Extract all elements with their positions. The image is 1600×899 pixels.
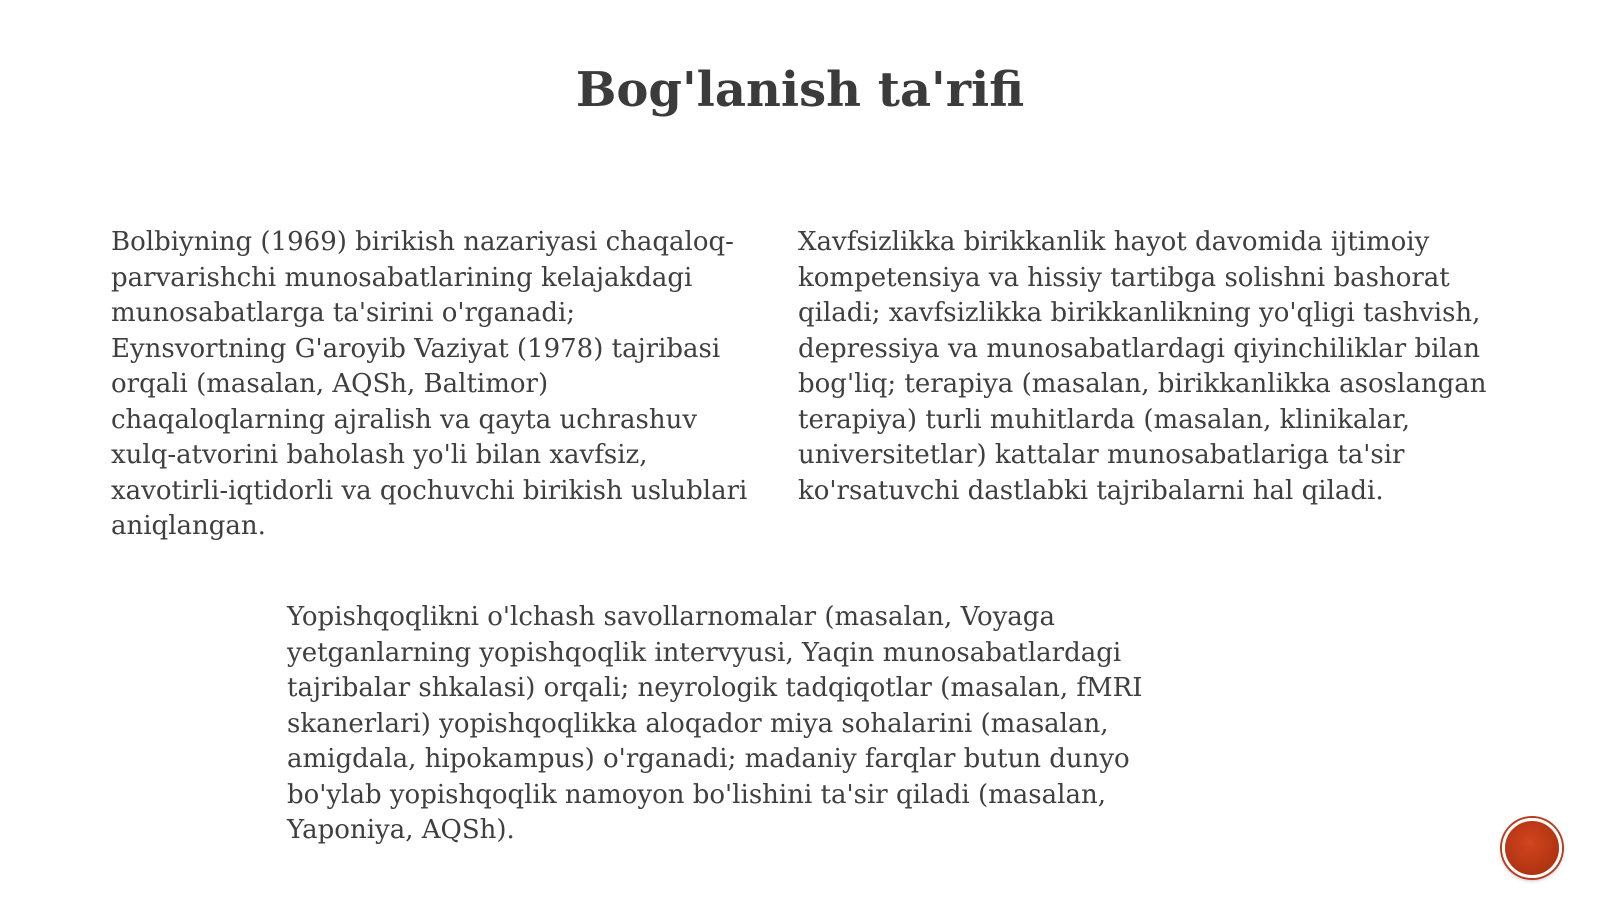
paragraph-right: Xavfsizlikka birikkanlik hayot davomida ijtimoiy kompetensiya va hissiy tartibga solishni bashorat qiladi; xavfsizlikka birikkanlikning yo'qligi tashvish, depressiya va munosabatlardagi qiyinchiliklar bilan bog'liq; terapiya (masalan, birikkanlikka asoslangan terapiya) turli muhitlarda (masalan, klinikalar, universitetlar) kattalar munosabatlariga ta'sir ko'rsatuvchi dastlabki tajribalarni hal qiladi. bbox=[798, 227, 1487, 506]
circle-nav-icon[interactable] bbox=[1502, 818, 1562, 878]
paragraph-bottom: Yopishqoqlikni o'lchash savollarnomalar (masalan, Voyaga yetganlarning yopishqoqlik intervyusi, Yaqin munosabatlardagi tajribalar shkalasi) orqali; neyrologik tadqiqotlar (masalan, fMRI skanerlari) yopishqoqlikka aloqador miya sohalarini (masalan, amigdala, hipokampus) o'rganadi; madaniy farqlar butun dunyo bo'ylab yopishqoqlik namoyon bo'lishini ta'sir qiladi (masalan, Yaponiya, AQSh). bbox=[287, 602, 1143, 845]
paragraph-left: Bolbiyning (1969) birikish nazariyasi chaqaloq-parvarishchi munosabatlarining kelajakdagi munosabatlarga ta'sirini o'rganadi; Eynsvortning G'aroyib Vaziyat (1978) tajribasi orqali (masalan, AQSh, Baltimor) chaqaloqlarning ajralish va qayta uchrashuv xulq-atvorini baholash yo'li bilan xavfsiz, xavotirli-iqtidorli va qochuvchi birikish uslublari aniqlangan. bbox=[111, 227, 748, 541]
slide-title: Bog'lanish ta'rifi bbox=[575, 62, 1025, 118]
